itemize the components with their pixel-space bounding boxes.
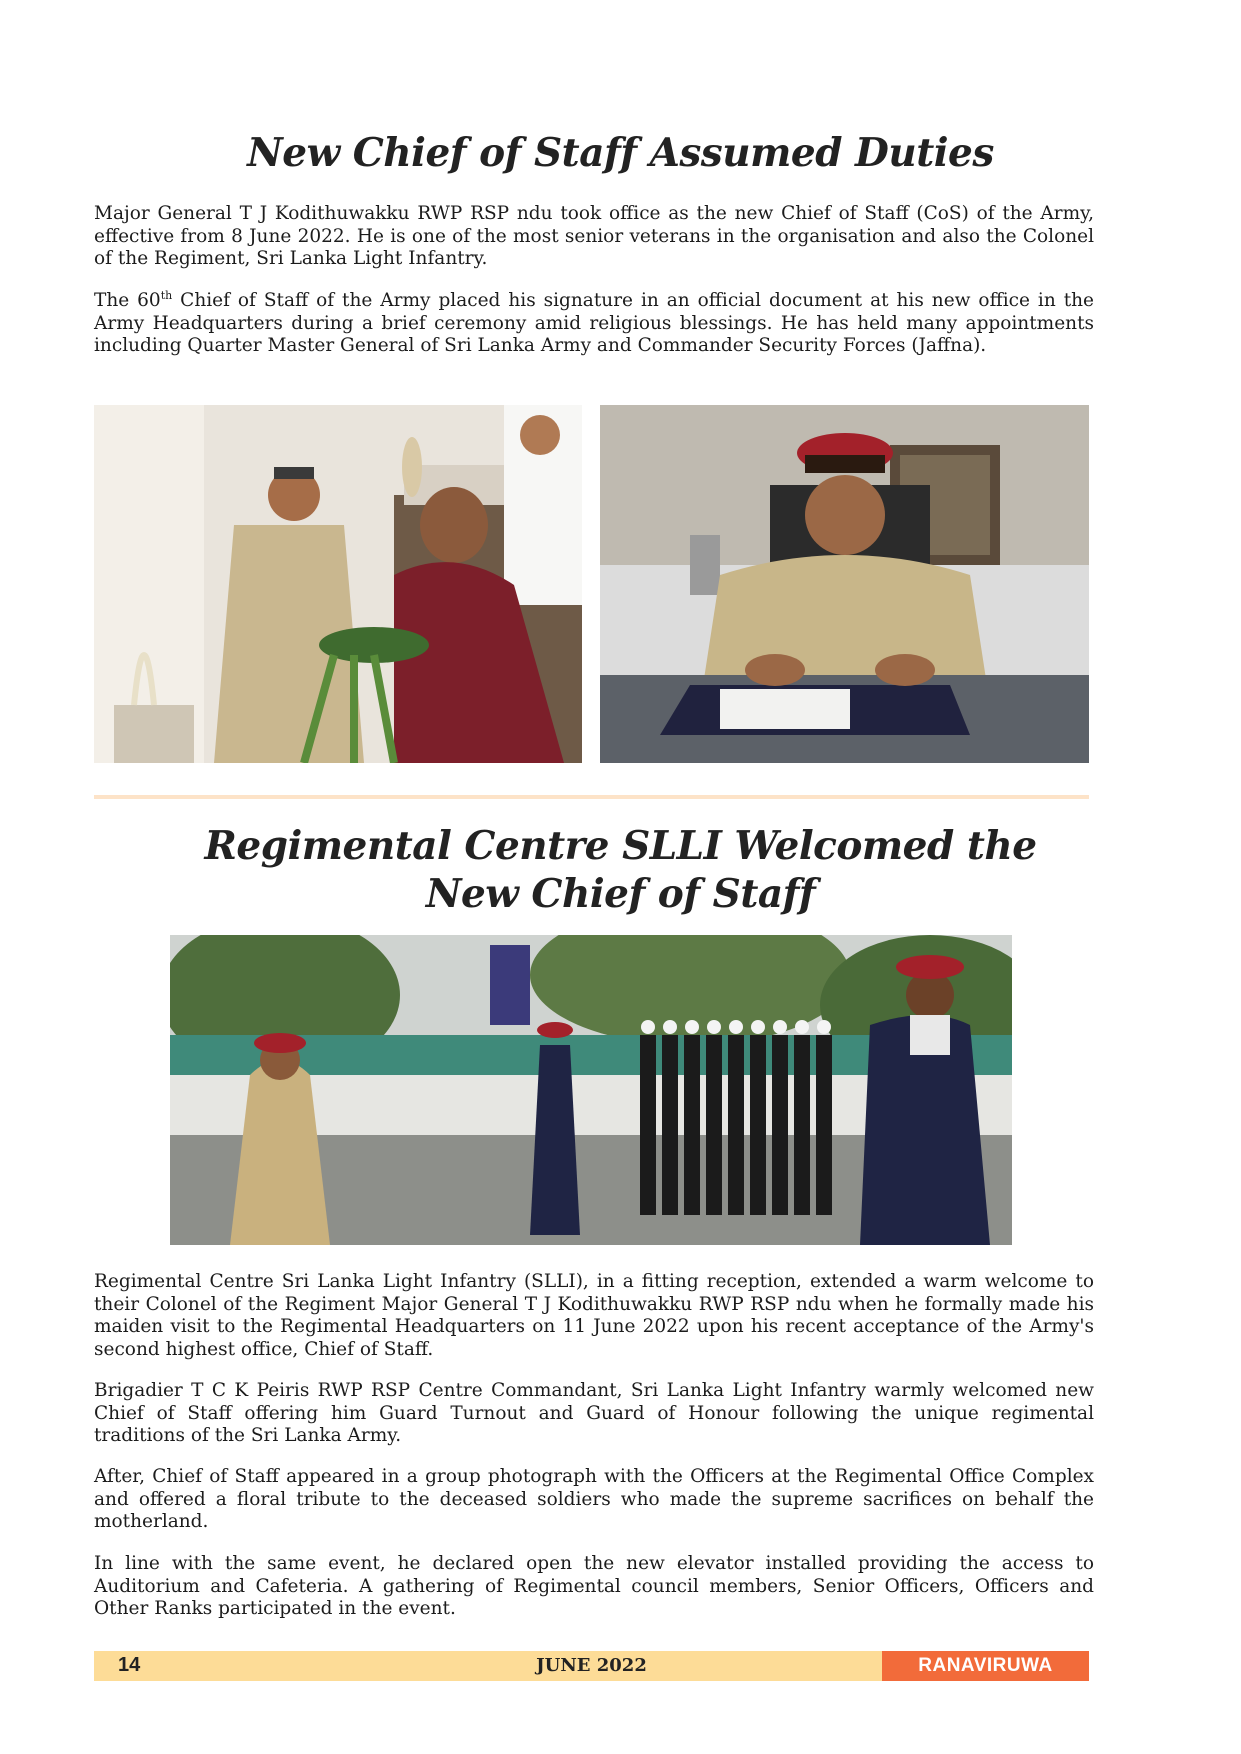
photo-signing-document: [600, 405, 1089, 763]
article1-paragraph-2-rest: Chief of Staff of the Army placed his signature in an official document at his new office in the Army Headquarters during a brief ceremony amid religious blessings. He has held many appointments including Quarter Master General of Sri Lanka Army and Commander Security Forces (Jaffna).: [94, 290, 1094, 356]
article1-paragraph-2: [94, 290, 1094, 358]
photo-religious-blessing: [94, 405, 582, 763]
page-number: 14: [118, 1654, 141, 1676]
article2-title-line-1: Regimental Centre SLLI Welcomed the: [204, 823, 1037, 869]
magazine-brand: RANAVIRUWA: [882, 1651, 1089, 1681]
article2-paragraph-4: In line with the same event, he declared open the new elevator installed providing the access to Auditorium and Cafeteria. A gathering of Regimental council members, Senior Officers, Officers and Other Ranks participated in the event.: [94, 1553, 1094, 1619]
article1-paragraph-2-start: The 60: [94, 290, 161, 311]
photo-guard-of-honour: [170, 935, 1012, 1245]
page-footer: [94, 1651, 1089, 1681]
ordinal-suffix: th: [160, 288, 173, 302]
article2-paragraph-2: Brigadier T C K Peiris RWP RSP Centre Commandant, Sri Lanka Light Infantry warmly welcomed new Chief of Staff offering him Guard Turnout and Guard of Honour following the unique regimental traditions of the Sri Lanka Army.: [94, 1380, 1094, 1446]
article1-title: New Chief of Staff Assumed Duties: [247, 130, 994, 176]
section-divider: [94, 795, 1089, 799]
article2-paragraph-1: Regimental Centre Sri Lanka Light Infantry (SLLI), in a fitting reception, extended a warm welcome to their Colonel of the Regiment Major General T J Kodithuwakku RWP RSP ndu when he formally made his maiden visit to the Regimental Headquarters on 11 June 2022 upon his recent acceptance of the Army's second highest office, Chief of Staff.: [94, 1271, 1094, 1360]
article2-paragraph-3: After, Chief of Staff appeared in a group photograph with the Officers at the Regimental Office Complex and offered a floral tribute to the deceased soldiers who made the supreme sacrifices on behalf the motherland.: [94, 1466, 1094, 1532]
article1-paragraph-1: Major General T J Kodithuwakku RWP RSP ndu took office as the new Chief of Staff (CoS) of the Army, effective from 8 June 2022. He is one of the most senior veterans in the organisation and also the Colonel of the Regiment, Sri Lanka Light Infantry.: [94, 203, 1094, 269]
issue-date: JUNE 2022: [536, 1655, 647, 1676]
article2-title-line-2: New Chief of Staff: [425, 871, 816, 917]
article2-title: [0, 822, 1241, 918]
